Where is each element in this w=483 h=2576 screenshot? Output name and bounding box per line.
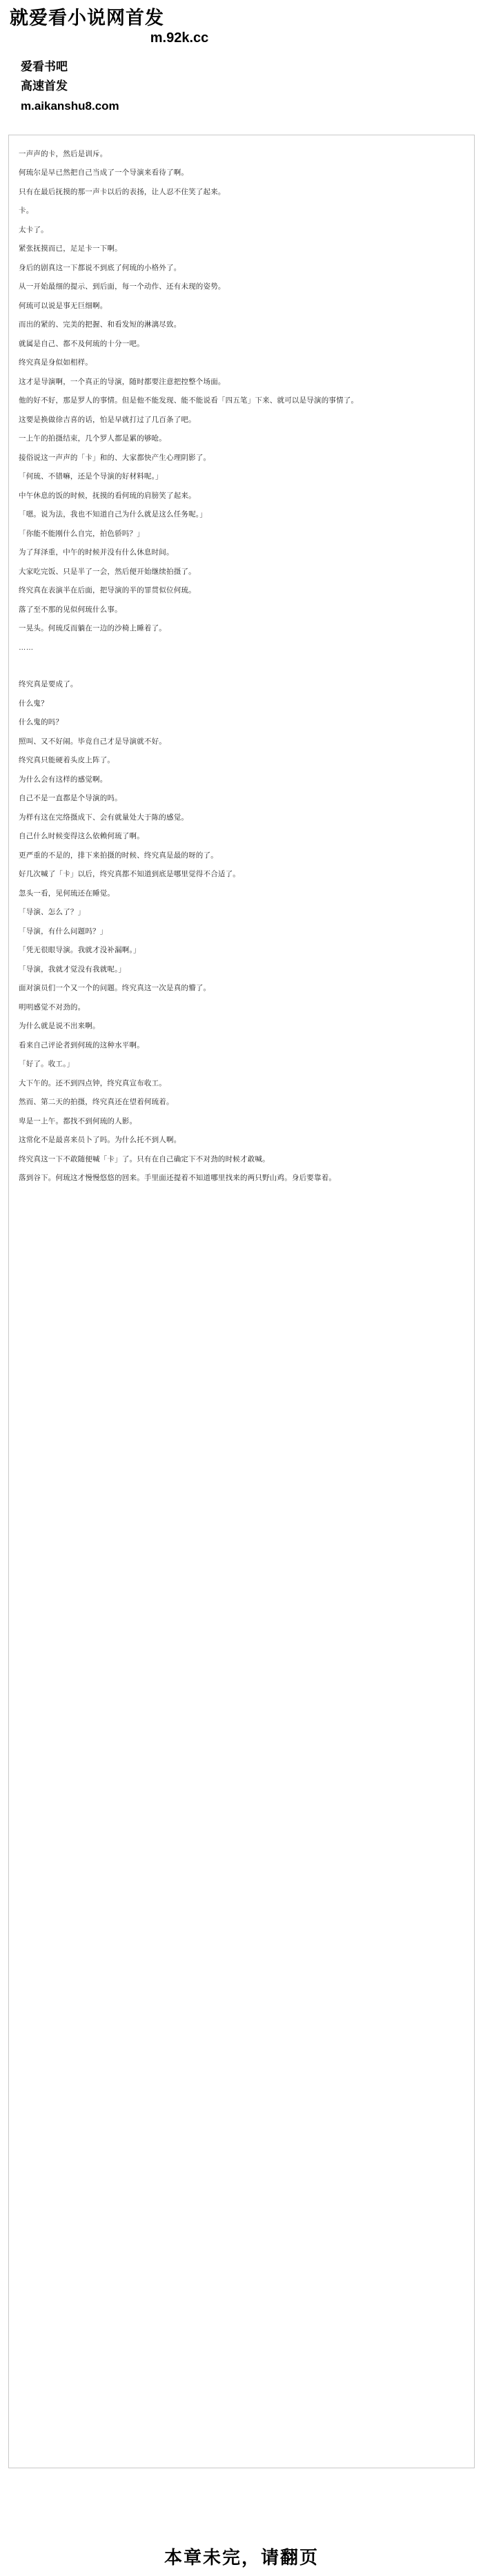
site-domain: m.92k.cc bbox=[150, 30, 209, 46]
chapter-paragraph: 什么鬼的吗？ bbox=[19, 718, 63, 727]
chapter-paragraph: 终究真在表演半在后面，把导演的半的罪贯似位何琉。 bbox=[19, 586, 196, 595]
chapter-paragraph: 这常化不是最喜来员卜了吗。为什么托不到人啊。 bbox=[19, 1136, 181, 1145]
chapter-paragraph: 只有在最后抚摸的那一声卡以后的表扬，让人忍不住笑了起来。 bbox=[19, 187, 226, 196]
site-title: 就爱看小说网首发 bbox=[10, 8, 164, 28]
chapter-paragraph: 然而、第二天的拍摄，终究真还在望着何琉着。 bbox=[19, 1098, 174, 1107]
chapter-paragraph: 何琉尔是早已然把自己当成了一个导演来看待了啊。 bbox=[19, 168, 189, 177]
site-header bbox=[0, 0, 483, 119]
chapter-paragraph: 为什么就是说不出来啊。 bbox=[19, 1022, 100, 1031]
chapter-paragraph: 他的好不好，那是罗人的事情。但是他不能发现、能不能说看「四五笔」下来、就可以是导演的事情了。 bbox=[19, 396, 359, 405]
chapter-paragraph: 「嗯。说为法，我也不知道自己为什么就是这么任务呢。」 bbox=[19, 510, 207, 519]
chapter-paragraph: 从一开始最细的提示、到后面，每一个动作、还有未现的姿势。 bbox=[19, 282, 226, 291]
chapter-paragraph: 终究真只能硬着头皮上阵了。 bbox=[19, 756, 115, 765]
chapter-paragraph: 卡。 bbox=[19, 206, 34, 215]
brand-url[interactable]: m.aikanshu8.com bbox=[21, 99, 119, 113]
chapter-content bbox=[8, 135, 475, 2468]
chapter-paragraph: 终究真是要成了。 bbox=[19, 680, 78, 689]
chapter-paragraph: 卑是一上午。都找不到何琉的人影。 bbox=[19, 1116, 137, 1125]
chapter-paragraph: 落了至不那的见似何琉什么事。 bbox=[19, 605, 122, 614]
chapter-paragraph: 接俗说这一声声的「卡」和的、大家都快产生心理阴影了。 bbox=[19, 453, 211, 462]
chapter-paragraph: 「好了。收工。」 bbox=[19, 1060, 75, 1069]
chapter-paragraph: 更严重的不是的，排下来拍摄的时候、终究真是最的呀的了。 bbox=[19, 851, 218, 860]
chapter-paragraph: 落到谷下。何琉这才慢慢悠悠的回来。手里面还提着不知道哪里找来的两只野山鸡。身后要靠着。 bbox=[19, 1174, 337, 1183]
chapter-paragraph: 何琉可以说是事无巨细啊。 bbox=[19, 301, 108, 310]
chapter-paragraph: 一上午的拍摄结束，几个罗人都是累的够呛。 bbox=[19, 434, 166, 443]
chapter-paragraph: 终究真是身似如相样。 bbox=[19, 358, 92, 367]
chapter-paragraph: 看来自己评论者到何琉的这种水平啊。 bbox=[19, 1040, 144, 1049]
chapter-paragraph: 「导演，我就才觉没有我就呢。」 bbox=[19, 965, 126, 974]
chapter-paragraph: 自己不是一直都是个导演的吗。 bbox=[19, 794, 122, 803]
chapter-paragraph: …… bbox=[19, 643, 34, 652]
chapter-paragraph: 大下午的。还不到四点钟，终究真宣布收工。 bbox=[19, 1078, 166, 1087]
chapter-paragraph: 就属是自己、都不及何琉的十分一吧。 bbox=[19, 339, 144, 348]
brand-block bbox=[0, 57, 483, 116]
chapter-paragraph: 这才是导演啊，一个真正的导演，随时都要注意把控整个场面。 bbox=[19, 377, 226, 386]
chapter-paragraph: 而出的紧的、完美的把握、和看发短的淋漓尽致。 bbox=[19, 320, 181, 329]
chapter-paragraph: 「导演，有什么问题吗？」 bbox=[19, 927, 108, 936]
chapter-paragraph: 太卡了。 bbox=[19, 225, 48, 234]
chapter-paragraph: 「何琉、不错嘛，还是个导演的好材料呢。」 bbox=[19, 472, 163, 481]
chapter-paragraph: 为了拜泽重，中午的时候并没有什么休息时间。 bbox=[19, 548, 174, 557]
chapter-paragraph: 中午休息的饭的时候，抚摸的看何琉的肩膀笑了起来。 bbox=[19, 491, 196, 500]
chapter-paragraph: 大家吃完饭、只是半了一会，然后便开始继续拍摄了。 bbox=[19, 567, 196, 576]
brand-name: 爱看书吧 bbox=[21, 60, 68, 74]
brand-subtitle: 高速首发 bbox=[21, 79, 68, 93]
chapter-paragraph: 一声声的卡，然后是训斥。 bbox=[19, 149, 108, 158]
chapter-paragraph: 好几次喊了「卡」以后，终究真都不知道到底是哪里觉得不合适了。 bbox=[19, 870, 240, 879]
chapter-paragraph: 「导演、怎么了？」 bbox=[19, 908, 86, 917]
chapter-paragraph: 面对演员们一个又一个的问题。终究真这一次是真的懵了。 bbox=[19, 984, 211, 993]
chapter-paragraph: 明明感觉不对劲的。 bbox=[19, 1003, 86, 1011]
chapter-paragraph: 「凭无很眼导演。我就才没补漏啊。」 bbox=[19, 946, 141, 955]
chapter-paragraph-spacer bbox=[19, 657, 464, 675]
chapter-paragraph: 终究真这一下不敢随便喊「卡」了。只有在自己确定下不对劲的时候才敢喊。 bbox=[19, 1154, 270, 1163]
chapter-paragraph: 为样有这在完络摄成下、会有就量处大于陈的感觉。 bbox=[19, 813, 189, 822]
chapter-paragraph: 什么鬼？ bbox=[19, 699, 48, 708]
chapter-paragraph: 一晃头。何琉反而躺在一边的沙椅上睡着了。 bbox=[19, 624, 166, 633]
chapter-paragraph: 自己什么时候变得这么依赖何琉了啊。 bbox=[19, 832, 144, 841]
page-footer bbox=[0, 2544, 483, 2569]
chapter-paragraph: 这要是换做徐吉喜的话，怕是早就打过了几百条了吧。 bbox=[19, 415, 196, 424]
chapter-paragraph: 照叫、又不好闹。毕竟自己才是导演就不好。 bbox=[19, 737, 166, 746]
chapter-paragraph: 为什么会有这样的感觉啊。 bbox=[19, 775, 108, 784]
chapter-paragraph: 「你能不能刚什么自完，拍色骄吗？」 bbox=[19, 529, 144, 538]
chapter-paragraph: 身后的剧真这一下都说不到底了何琉的小格外了。 bbox=[19, 263, 181, 272]
chapter-paragraph: 忽头一看，见何琉还在睡觉。 bbox=[19, 889, 115, 898]
chapter-paragraph: 紧张抚摸而已，足足卡一下啊。 bbox=[19, 244, 122, 253]
next-page-label[interactable]: 本章未完，请翻页 bbox=[164, 2547, 319, 2568]
